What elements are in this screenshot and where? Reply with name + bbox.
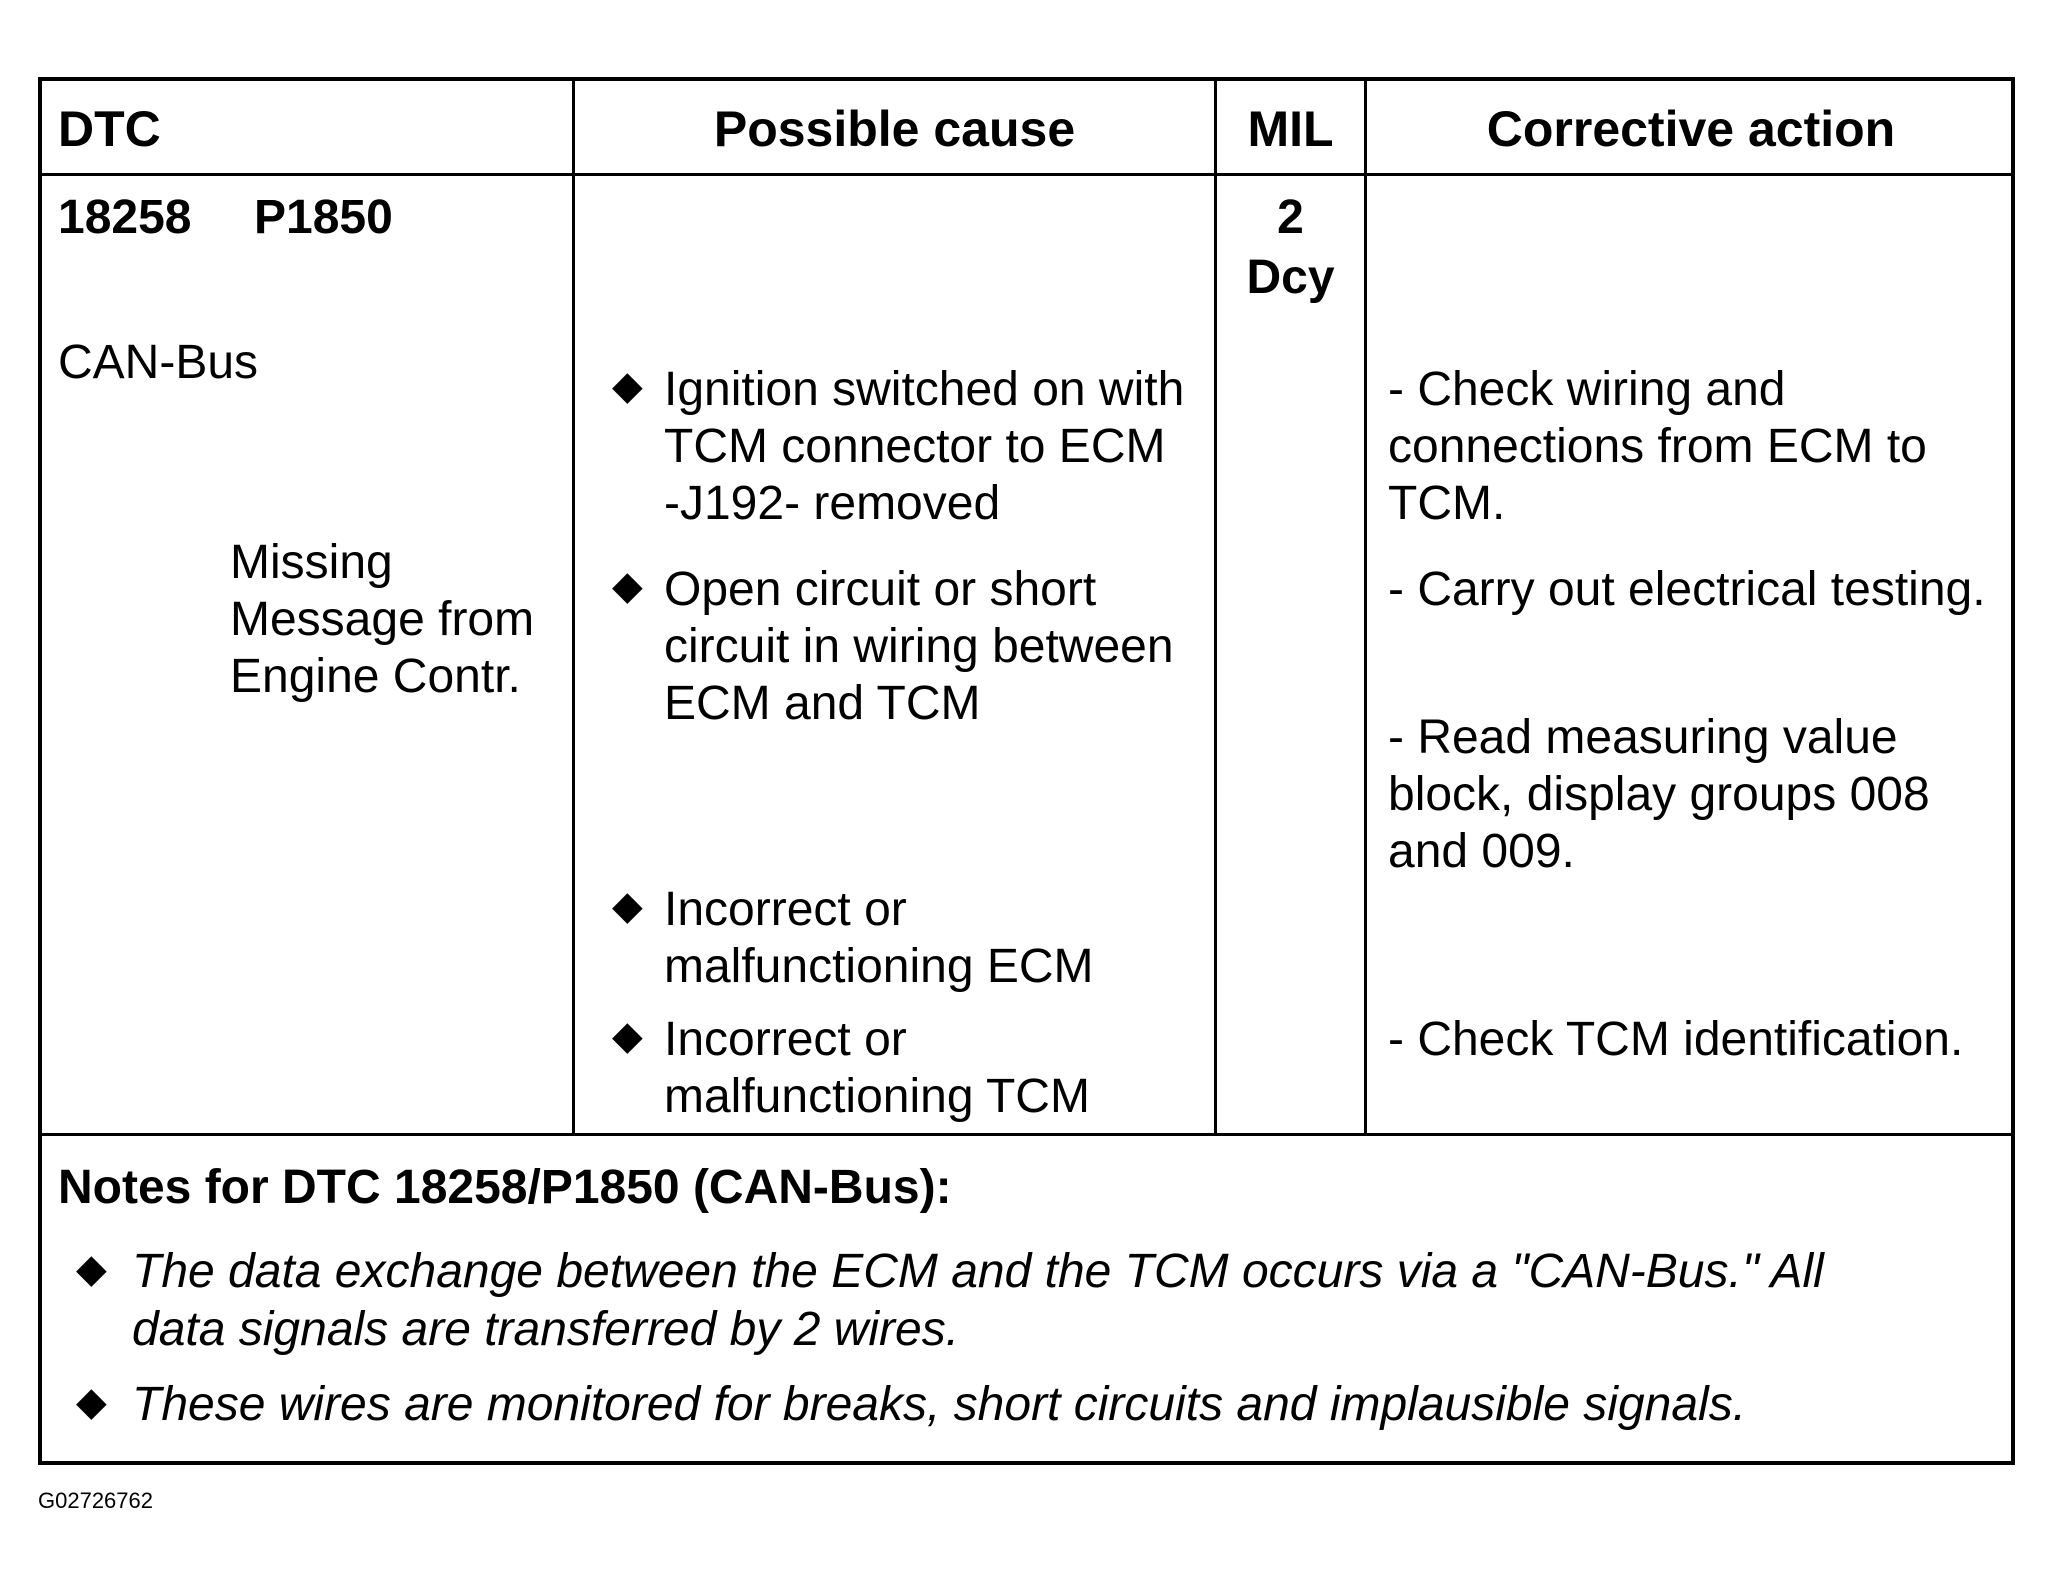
header-dtc: DTC — [58, 100, 161, 157]
cause-3-line-2: malfunctioning ECM — [664, 940, 1094, 993]
bullet-diamond-icon: ◆ — [76, 1247, 107, 1291]
bullet-diamond-icon: ◆ — [612, 884, 643, 928]
dtc-code-number: 18258 — [58, 191, 192, 244]
notes-title: Notes for DTC 18258/P1850 (CAN-Bus): — [58, 1161, 952, 1214]
action-3-line-2: block, display groups 008 — [1388, 768, 1930, 821]
cause-1-line-2: TCM connector to ECM — [664, 420, 1166, 473]
bullet-diamond-icon: ◆ — [612, 364, 643, 408]
cause-4-line-2: malfunctioning TCM — [664, 1070, 1090, 1123]
bullet-diamond-icon: ◆ — [612, 564, 643, 608]
dtc-table — [38, 77, 2015, 1465]
column-divider-1 — [572, 81, 575, 1136]
note-2-line-1: These wires are monitored for breaks, short circuits and implausible signals. — [132, 1378, 1747, 1431]
header-mil: MIL — [1247, 100, 1334, 157]
dtc-description-line-3: Engine Contr. — [230, 650, 521, 703]
dtc-description-line-1: Missing — [230, 536, 393, 589]
cause-4-line-1: Incorrect or — [664, 1013, 907, 1066]
mil-value-line-2: Dcy — [1246, 251, 1335, 304]
action-2-line-1: - Carry out electrical testing. — [1388, 563, 1986, 616]
cause-3-line-1: Incorrect or — [664, 883, 907, 936]
action-3-line-1: - Read measuring value — [1388, 711, 1898, 764]
action-1-line-2: connections from ECM to — [1388, 420, 1927, 473]
header-possible-cause: Possible cause — [713, 100, 1076, 157]
dtc-code-obd: P1850 — [254, 191, 393, 244]
bullet-diamond-icon: ◆ — [76, 1380, 107, 1424]
action-4-line-1: - Check TCM identification. — [1388, 1013, 1964, 1066]
notes-divider — [42, 1133, 2011, 1136]
cause-1-line-3: -J192- removed — [664, 477, 1001, 530]
column-divider-3 — [1364, 81, 1367, 1136]
cause-2-line-2: circuit in wiring between — [664, 620, 1174, 673]
dtc-system: CAN-Bus — [58, 336, 259, 389]
mil-value-line-1: 2 — [1277, 191, 1304, 244]
action-1-line-3: TCM. — [1388, 477, 1506, 530]
action-1-line-1: - Check wiring and — [1388, 363, 1786, 416]
cause-2-line-3: ECM and TCM — [664, 677, 981, 730]
action-3-line-3: and 009. — [1388, 825, 1575, 878]
note-1-line-2: data signals are transferred by 2 wires. — [132, 1303, 960, 1356]
note-1-line-1: The data exchange between the ECM and the TCM occurs via a "CAN-Bus." All — [132, 1245, 1824, 1298]
cause-1-line-1: Ignition switched on with — [664, 363, 1185, 416]
bullet-diamond-icon: ◆ — [612, 1014, 643, 1058]
figure-id: G02726762 — [38, 1488, 153, 1513]
dtc-description-line-2: Message from — [230, 593, 535, 646]
cause-2-line-1: Open circuit or short — [664, 563, 1097, 616]
header-corrective-action: Corrective action — [1486, 100, 1896, 157]
